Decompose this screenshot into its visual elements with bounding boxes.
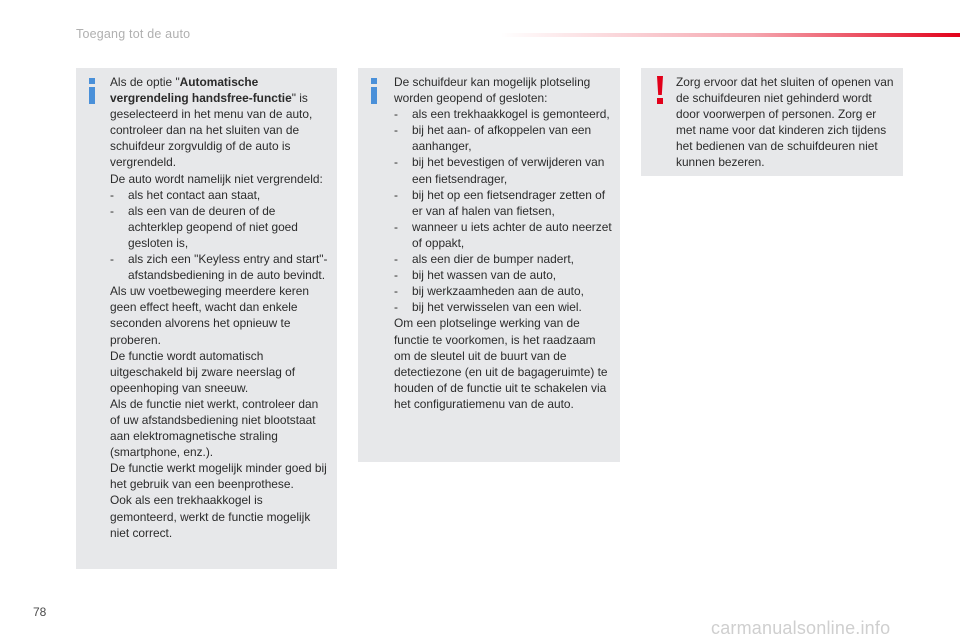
list-item: - als zich een "Keyless entry and start"-afstandsbediening in de auto bevindt. [110, 252, 328, 283]
info-box-text [110, 74, 328, 541]
info-box-text [394, 74, 614, 412]
info-box-sudden-operation [358, 68, 620, 462]
list-item: - als het contact aan staat, [110, 187, 261, 202]
header-rule [500, 33, 960, 37]
list-item: - bij werkzaamheden aan de auto, [394, 284, 584, 299]
warning-icon [653, 76, 667, 104]
warning-text: Zorg ervoor dat het sluiten of openen van de schuifdeuren niet gehinderd wordt door voorwerpen of personen. Zorg er met name voor dat kinderen zich tijdens het bedienen van de schuifdeuren niet kunnen bezeren. [676, 75, 894, 170]
info-icon [368, 78, 380, 104]
list-item: - als een trekhaakkogel is gemonteerd, [394, 107, 610, 122]
section-title: Toegang tot de auto [76, 27, 191, 41]
paragraph: De functie werkt mogelijk minder goed bij het gebruik van een beenprothese. [110, 461, 327, 492]
list-item: - bij het wassen van de auto, [394, 268, 557, 283]
list-item: - wanneer u iets achter de auto neerzet of oppakt, [394, 219, 612, 250]
paragraph: De functie wordt automatisch uitgeschakeld bij zware neerslag of opeenhoping van sneeuw. [110, 348, 296, 395]
paragraph: Ook als een trekhaakkogel is gemonteerd, werkt de functie mogelijk niet correct. [110, 493, 311, 540]
list-item: - bij het verwisselen van een wiel. [394, 300, 582, 315]
list-item: - bij het bevestigen of verwijderen van een fietsendrager, [394, 155, 605, 186]
list-item: - als een van de deuren of de achterklep geopend of niet goed gesloten is, [110, 203, 298, 250]
intro-paragraph: De schuifdeur kan mogelijk plotseling worden geopend of gesloten: [394, 75, 591, 106]
watermark: carmanualsonline.info [711, 618, 891, 638]
paragraph: Als uw voetbeweging meerdere keren geen effect heeft, wacht dan enkele seconden alvorens het opnieuw te proberen. [110, 284, 309, 347]
not-locked-paragraph: De auto wordt namelijk niet vergrendeld: [110, 171, 323, 186]
page-number: 78 [33, 605, 47, 619]
list-item: - als een dier de bumper nadert, [394, 252, 574, 267]
option-name: Automatische vergrendeling handsfree-functie [110, 75, 292, 106]
warning-box [641, 68, 903, 176]
list-item: - bij het op een fietsendrager zetten of er van af halen van fietsen, [394, 187, 606, 218]
info-icon [86, 78, 98, 104]
info-box-automatic-locking [76, 68, 337, 569]
list-item: - bij het aan- of afkoppelen van een aanhanger, [394, 123, 592, 154]
closing-paragraph: Om een plotselinge werking van de functie te voorkomen, is het raadzaam om de sleutel uit de buurt van de detectiezone (en uit de bagageruimte) te houden of de functie uit te schakelen via het configuratiemenu van de auto. [394, 316, 608, 411]
intro-paragraph: Als de optie "Automatische vergrendeling handsfree-functie" is geselecteerd in het menu van de auto, controleer dan na het sluiten van de schuifdeur zorgvuldig of de auto is vergrendeld. [110, 75, 313, 170]
paragraph: Als de functie niet werkt, controleer dan of uw afstandsbediening niet blootstaat aan elektromagnetische straling (smartphone, enz.). [110, 396, 319, 460]
